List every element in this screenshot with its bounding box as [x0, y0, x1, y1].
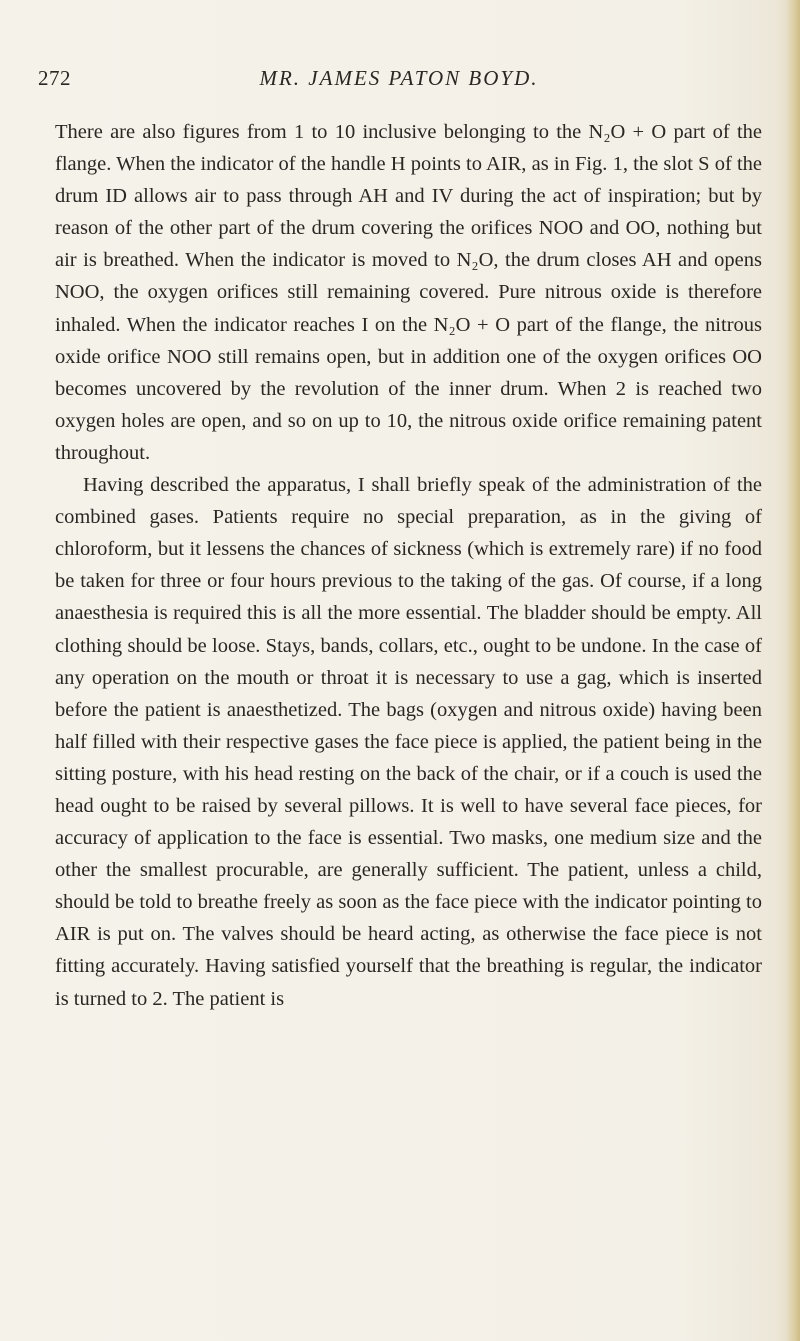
page-number: 272 — [38, 66, 71, 90]
page-header — [38, 66, 760, 96]
body-text — [55, 116, 762, 1015]
page-edge-shading — [786, 0, 800, 1341]
running-head: MR. JAMES PATON BOYD. — [259, 66, 539, 90]
paragraph-administration: Having described the apparatus, I shall briefly speak of the administration of the combined gases. Patients require no special preparation, as in the giving of chloroform, but it lessens the chances of sickness (which is extremely rare) if no food be taken for three or four hours previous to the taking of the gas. Of course, if a long anaesthesia is required this is all the more essential. The bladder should be empty. All clothing should be loose. Stays, bands, collars, etc., ought to be undone. In the case of any operation on the mouth or throat it is necessary to use a gag, which is inserted before the patient is anaesthetized. The bags (oxygen and nitrous oxide) having been half filled with their respective gases the face piece is applied, the patient being in the sitting posture, with his head resting on the back of the chair, or if a couch is used the head ought to be raised by several pillows. It is well to have several face pieces, for accuracy of application to the face is essential. Two masks, one medium size and the other the smallest procurable, are generally sufficient. The patient, unless a child, should be told to breathe freely as soon as the face piece with the indicator pointing to AIR is put on. The valves should be heard acting, as otherwise the face piece is not fitting accurately. Having satisfied yourself that the breathing is regular, the indicator is turned to 2. The patient is — [55, 474, 762, 1010]
paragraph-continued: There are also figures from 1 to 10 inclusive belonging to the N₂O + O part of the flange. When the indicator of the handle H points to AIR, as in Fig. 1, the slot S of the drum ID allows air to pass through AH and IV during the act of inspiration; but by reason of the other part of the drum covering the orifices NOO and OO, nothing but air is breathed. When the indicator is moved to N₂O, the drum closes AH and opens NOO, the oxygen orifices still remaining covered. Pure nitrous oxide is therefore inhaled. When the indicator reaches I on the N₂O + O part of the flange, the nitrous oxide orifice NOO still remains open, but in addition one of the oxygen orifices OO becomes uncovered by the revolution of the inner drum. When 2 is reached two oxygen holes are open, and so on up to 10, the nitrous oxide orifice remaining patent throughout. — [55, 121, 762, 464]
